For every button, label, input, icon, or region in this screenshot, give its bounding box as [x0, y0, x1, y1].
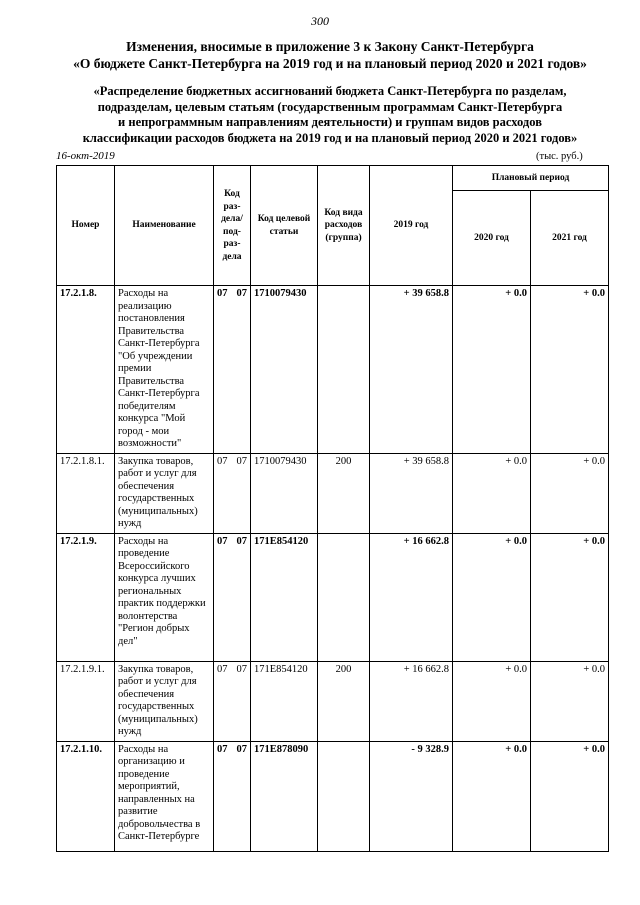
subtitle-line: «Распределение бюджетных ассигнований бюджета Санкт-Петербурга по разделам,	[93, 84, 567, 98]
row-name: Закупка товаров, работ и услуг для обеспечения государственных (муниципальных) нужд	[115, 661, 214, 741]
row-expense-type	[318, 286, 370, 454]
units-label: (тыс. руб.)	[536, 151, 583, 162]
row-expense-type: 200	[318, 453, 370, 533]
row-section-code	[214, 533, 251, 661]
row-name: Закупка товаров, работ и услуг для обеспечения государственных (муниципальных) нужд	[115, 453, 214, 533]
row-expense-type: 200	[318, 661, 370, 741]
row-expense-type	[318, 533, 370, 661]
subsection-code: 07	[236, 743, 247, 755]
subsection-code: 07	[236, 288, 247, 299]
section-code: 07	[217, 535, 228, 547]
row-2020-value: + 0.0	[453, 453, 531, 533]
header-2019: 2019 год	[370, 166, 453, 286]
row-2021-value: + 0.0	[531, 741, 609, 851]
subsection-code: 07	[236, 663, 247, 675]
document-date: 16-окт-2019	[56, 150, 115, 162]
title-line: Изменения, вносимые в приложение 3 к Закону Санкт-Петербурга	[126, 39, 534, 54]
row-expense-type	[318, 741, 370, 851]
row-name: Расходы на реализацию постановления Правительства Санкт-Петербурга "Об учреждении премии Правительства Санкт-Петербурга победителям конкурса "Мой город - мои возможности"	[115, 286, 214, 454]
table-row	[57, 661, 609, 741]
subtitle-line: и непрограммным направлениям деятельности) и группам видов расходов	[118, 115, 542, 129]
row-2021-value: + 0.0	[531, 661, 609, 741]
table-row	[57, 453, 609, 533]
row-section-code	[214, 286, 251, 454]
row-target-code: 171E878090	[251, 741, 318, 851]
row-2020-value: + 0.0	[453, 286, 531, 454]
row-section-code	[214, 661, 251, 741]
row-2019-value: - 9 328.9	[370, 741, 453, 851]
row-name: Расходы на проведение Всероссийского конкурса лучших региональных практик поддержки волонтерства "Регион добрых дел"	[115, 533, 214, 661]
budget-table	[56, 165, 609, 852]
header-target: Код целевой статьи	[251, 166, 318, 286]
section-code: 07	[217, 663, 228, 675]
row-2020-value: + 0.0	[453, 533, 531, 661]
subtitle-line: подразделам, целевым статьям (государственным программам Санкт-Петербурга	[97, 99, 563, 114]
row-section-code	[214, 453, 251, 533]
row-number: 17.2.1.8.	[57, 286, 115, 454]
header-expense-type: Код вида расходов (группа)	[318, 166, 370, 286]
row-target-code: 1710079430	[251, 453, 318, 533]
section-code: 07	[217, 455, 228, 467]
table-row	[57, 741, 609, 851]
row-number: 17.2.1.10.	[57, 741, 115, 851]
row-2021-value: + 0.0	[531, 286, 609, 454]
row-2019-value: + 16 662.8	[370, 661, 453, 741]
row-target-code: 171E854120	[251, 533, 318, 661]
page-number: 300	[311, 14, 329, 28]
document-title	[40, 38, 620, 72]
header-number: Номер	[57, 166, 115, 286]
row-2021-value: + 0.0	[531, 533, 609, 661]
row-number: 17.2.1.9.1.	[57, 661, 115, 741]
header-name: Наименование	[115, 166, 214, 286]
document-subtitle	[40, 84, 620, 146]
row-number: 17.2.1.9.	[57, 533, 115, 661]
subtitle-line: классификации расходов бюджета на 2019 год и на плановый период 2020 и 2021 годов»	[82, 130, 578, 145]
row-2019-value: + 16 662.8	[370, 533, 453, 661]
row-name: Расходы на организацию и проведение мероприятий, направленных на развитие добровольчества в Санкт-Петербурге	[115, 741, 214, 851]
row-2019-value: + 39 658.8	[370, 453, 453, 533]
row-target-code: 1710079430	[251, 286, 318, 454]
table-row	[57, 286, 609, 454]
row-2021-value: + 0.0	[531, 453, 609, 533]
subsection-code: 07	[236, 455, 247, 467]
header-2020: 2020 год	[453, 191, 531, 286]
subsection-code: 07	[236, 535, 247, 547]
title-line: «О бюджете Санкт-Петербурга на 2019 год и на плановый период 2020 и 2021 годов»	[73, 56, 587, 71]
section-code: 07	[217, 743, 228, 755]
header-section: Код раз-дела/ под-раз-дела	[214, 166, 251, 286]
table-body	[57, 286, 609, 852]
row-section-code	[214, 741, 251, 851]
row-2020-value: + 0.0	[453, 741, 531, 851]
header-planned-period: Плановый период	[453, 166, 609, 191]
row-2020-value: + 0.0	[453, 661, 531, 741]
header-2021: 2021 год	[531, 191, 609, 286]
table-row	[57, 533, 609, 661]
row-number: 17.2.1.8.1.	[57, 453, 115, 533]
section-code: 07	[217, 288, 228, 299]
row-2019-value: + 39 658.8	[370, 286, 453, 454]
row-target-code: 171E854120	[251, 661, 318, 741]
